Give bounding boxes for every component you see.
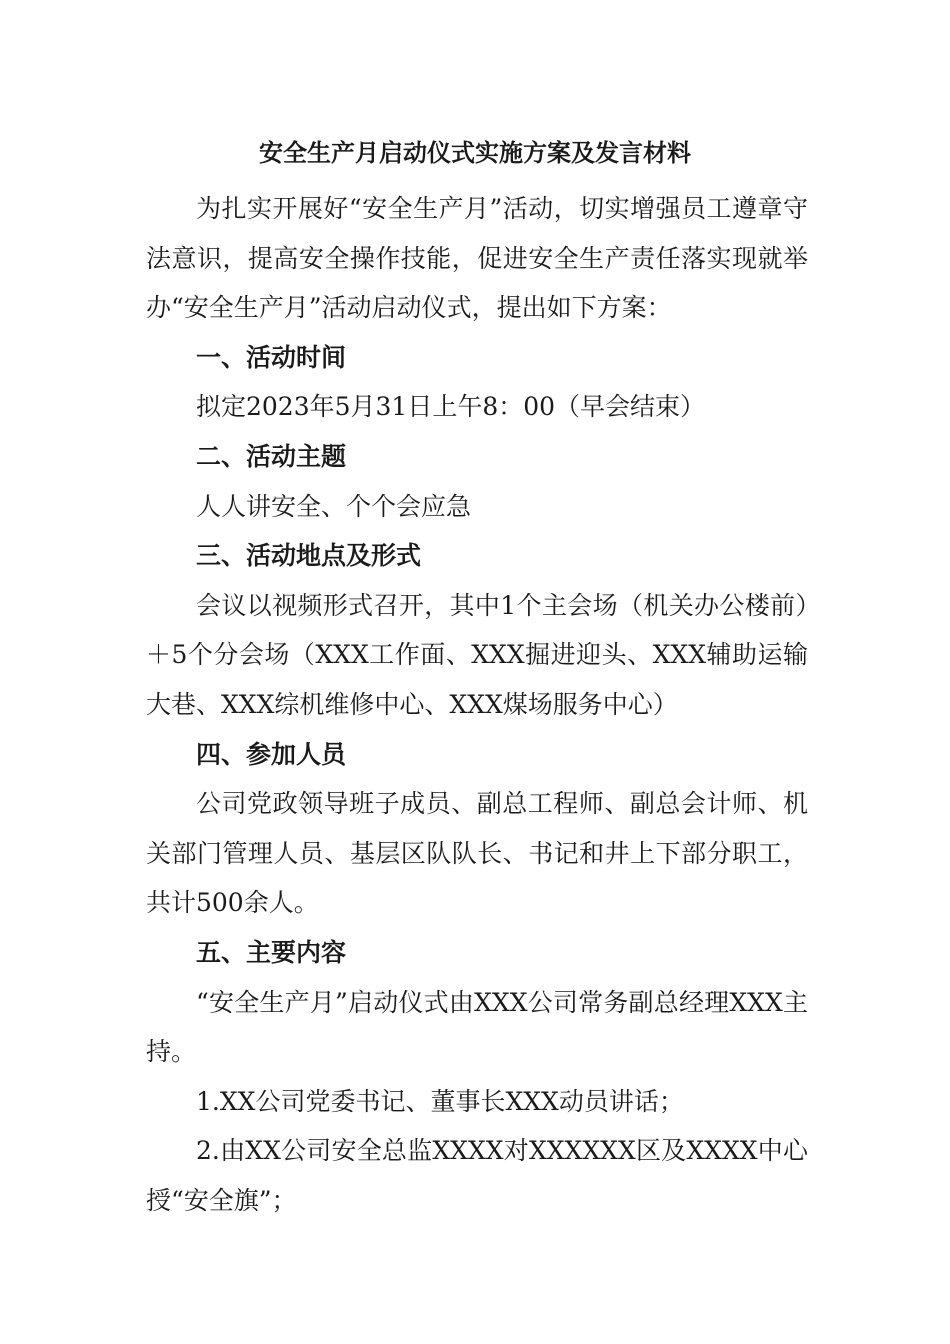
- section-text-time: 拟定2023年5月31日上午8：00（早会结束）: [196, 392, 706, 422]
- section-text-content: “安全生产月”启动仪式由XXX公司常务副总经理XXX主持。: [146, 987, 808, 1067]
- section-heading-theme: 二、活动主题: [196, 441, 347, 471]
- document-body: [146, 184, 808, 1225]
- section-heading-content: 五、主要内容: [196, 937, 347, 967]
- section-heading-participants: 四、参加人员: [196, 739, 347, 769]
- section-heading-time: 一、活动时间: [196, 342, 347, 372]
- document-title: 安全生产月启动仪式实施方案及发言材料: [259, 139, 691, 167]
- section-text-venue: 会议以视频形式召开，其中1个主会场（机关办公楼前）＋5个分会场（XXX工作面、XXX掘进迎头、XXX辅助运输大巷、XXX综机维修中心、XXX煤场服务中心）: [146, 590, 808, 719]
- section-text-participants: 公司党政领导班子成员、副总工程师、副总会计师、机关部门管理人员、基层区队队长、书记和井上下部分职工，共计500余人。: [146, 789, 808, 918]
- content-list-item: 2.由XX公司安全总监XXXX对XXXXXX区及XXXX中心授“安全旗”；: [146, 1136, 808, 1215]
- intro-paragraph: 为扎实开展好“安全生产月”活动，切实增强员工遵章守法意识，提高安全操作技能，促进安全生产责任落实现就举办“安全生产月”活动启动仪式，提出如下方案：: [146, 194, 808, 323]
- section-text-theme: 人人讲安全、个个会应急: [196, 491, 472, 521]
- content-list-item: 1.XX公司党委书记、董事长XXX动员讲话；: [196, 1086, 684, 1116]
- section-heading-venue: 三、活动地点及形式: [196, 541, 422, 571]
